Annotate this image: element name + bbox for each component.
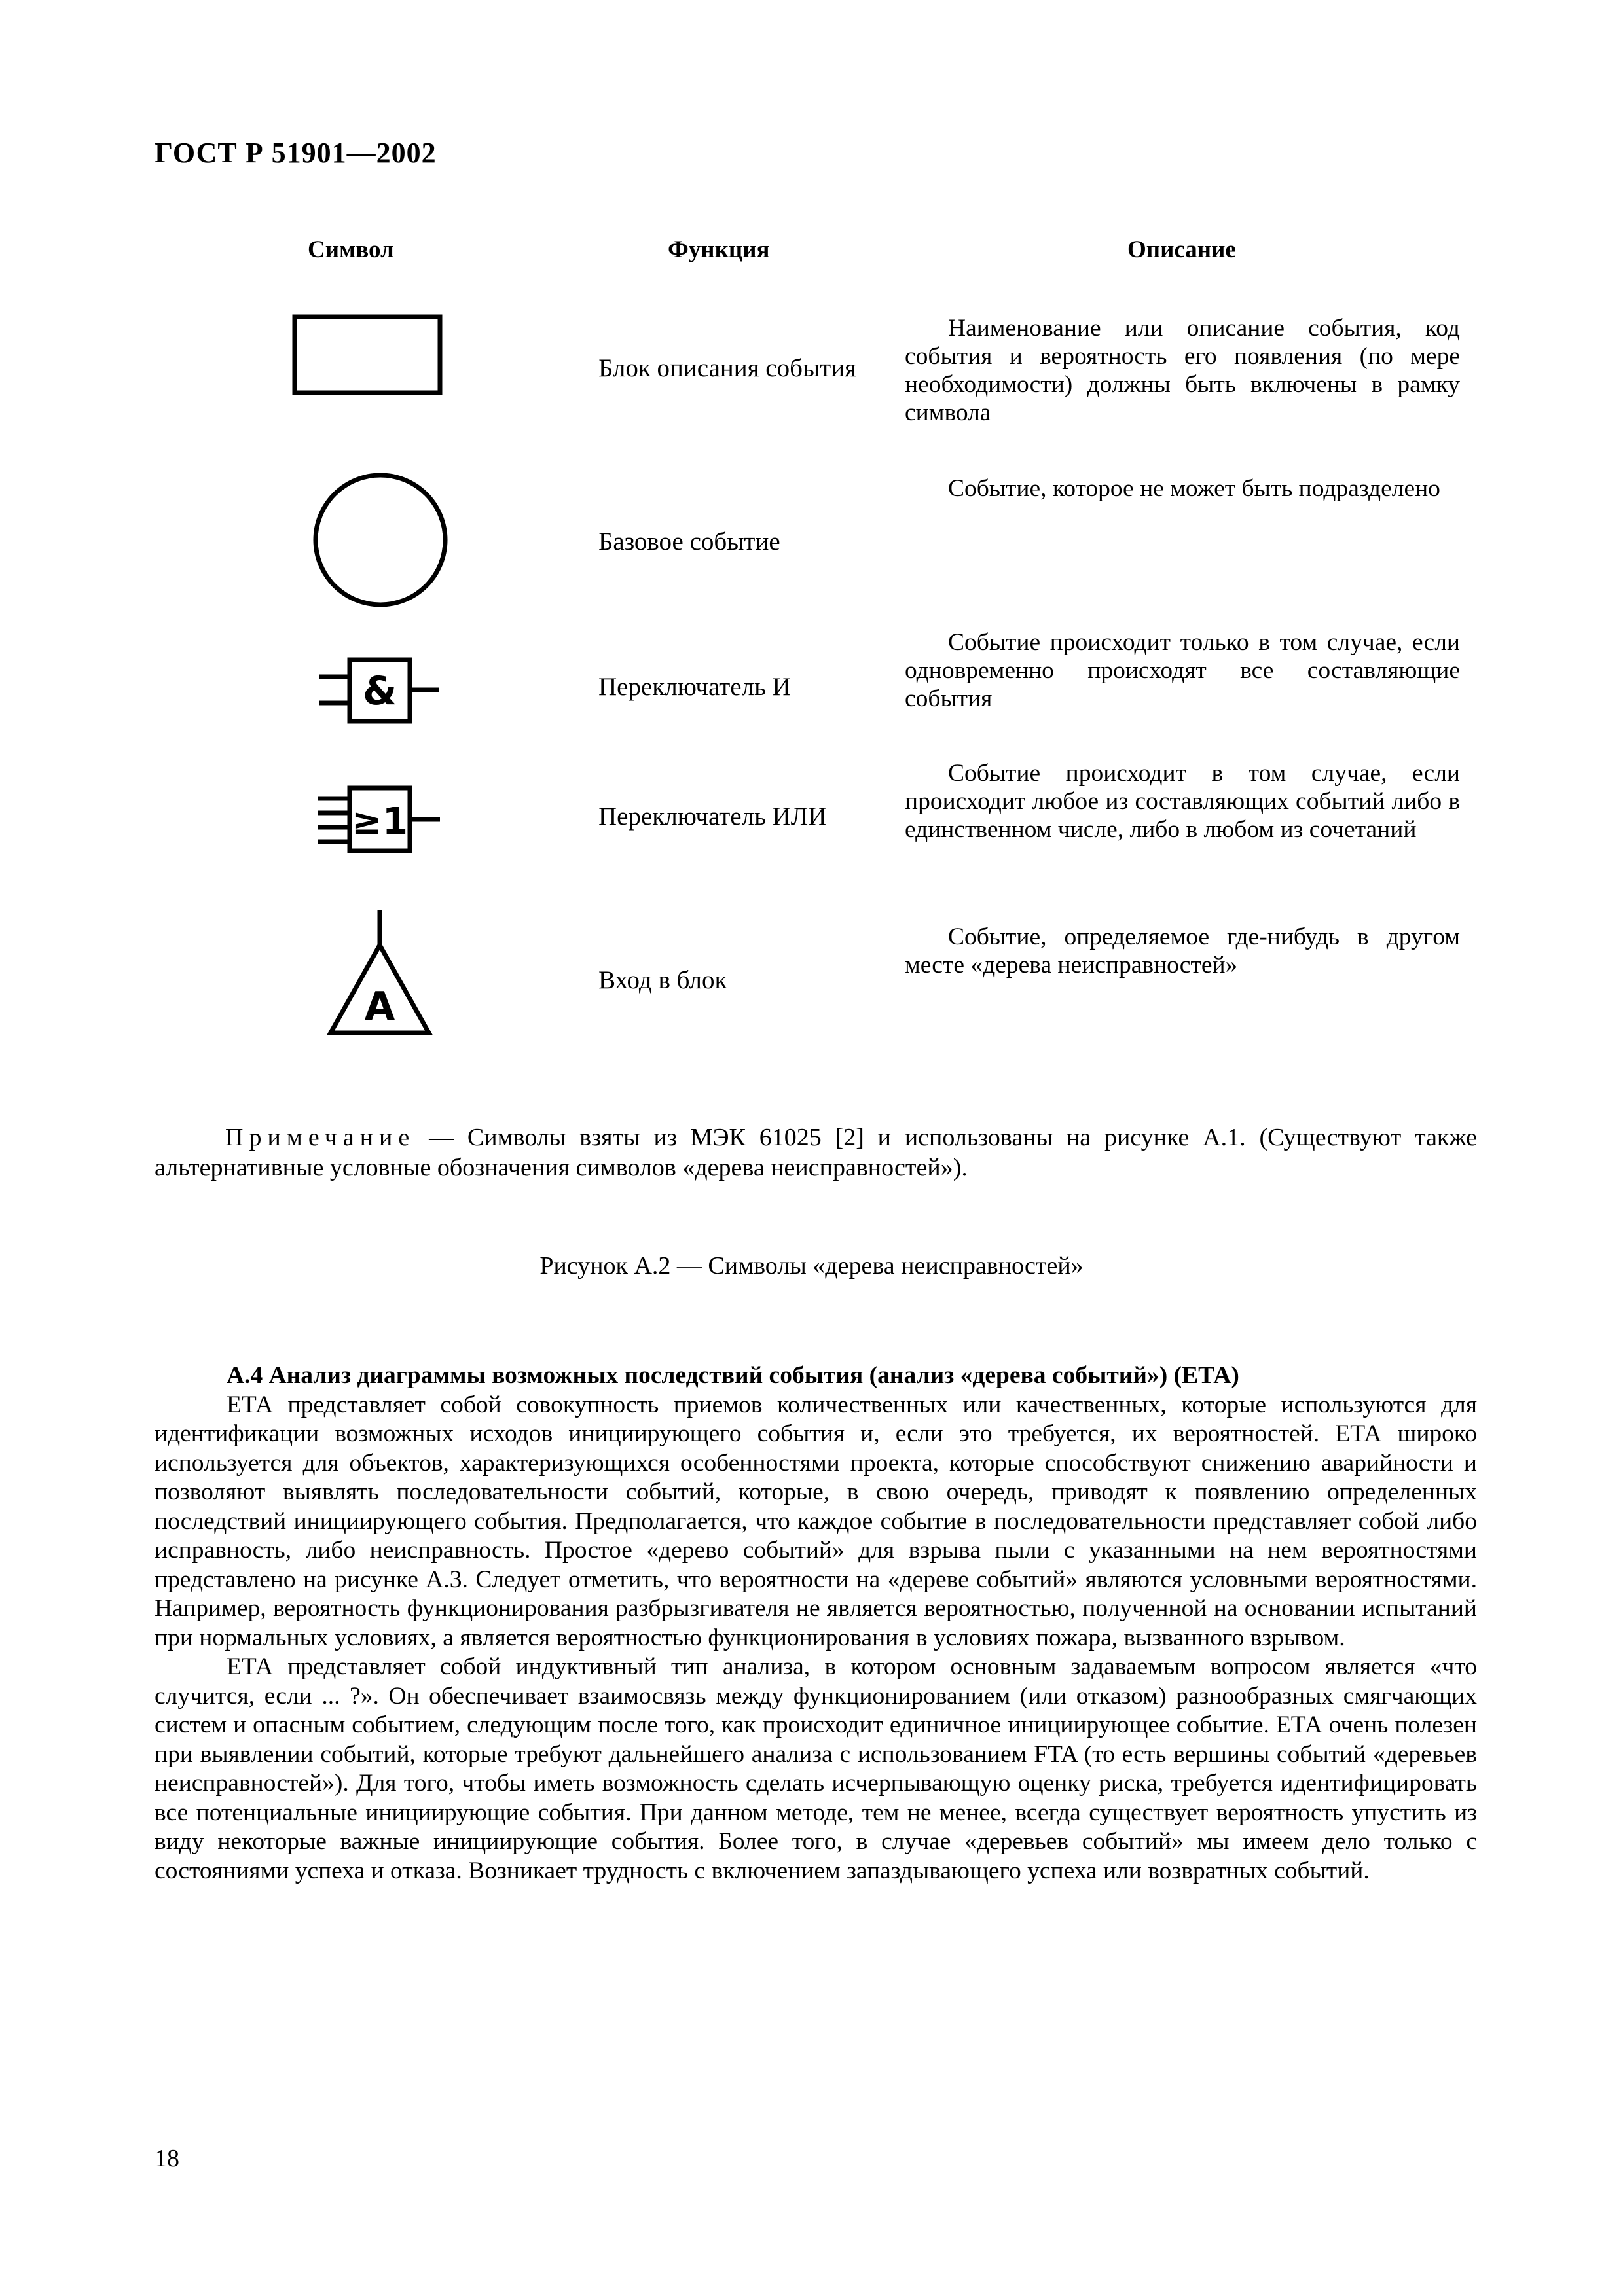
document-header: ГОСТ Р 51901—2002 [155, 137, 437, 169]
function-transfer-in: Вход в блок [598, 966, 727, 994]
figure-note [155, 1122, 1477, 1183]
and-gate-symbol-text: & [362, 668, 397, 714]
description-transfer-in: Событие, определяемое где-нибудь в другом месте «дерева неисправностей» [905, 924, 1460, 978]
note-label: Примечание [225, 1124, 416, 1151]
page-number: 18 [155, 2145, 179, 2172]
column-header-symbol: Символ [308, 236, 394, 263]
or-gate-icon [313, 784, 444, 856]
function-basic-event: Базовое событие [598, 528, 780, 556]
transfer-symbol-text: A [364, 984, 395, 1030]
description-or-gate: Событие происходит в том случае, если происходит любое из составляющих событий либо в единственном числе, либо в любом из сочетаний [905, 760, 1460, 843]
and-gate-icon [313, 655, 444, 726]
function-and-gate: Переключатель И [598, 673, 791, 701]
section-paragraph: ЕТА представляет собой индуктивный тип анализа, в котором основным задаваемым вопросом является «что случится, если ... ?». Он обеспечивает взаимосвязь между функционированием (или отказом) разнообразных смягчающих систем и опасным событием, следующим после того, как происходит единичное инициирующее событие. ЕТА очень полезен при выявлении событий, которые требуют дальнейшего анализа с использованием FTA (то есть вершины событий «деревьев неисправностей»). Для того, чтобы иметь возможность сделать исчерпывающую оценку риска, требуется идентифицировать все потенциальные инициирующие события. При данном методе, тем не менее, всегда существует вероятность упустить из виду некоторые важные инициирующие события. Более того, в случае «деревьев событий» мы имеем дело только с состояниями успеха и отказа. Возникает трудность с включением запаздывающего успеха или возвратных событий. [155, 1653, 1477, 1884]
section-a4 [155, 1361, 1477, 1886]
or-gate-symbol-text: ≥1 [352, 800, 408, 843]
column-header-function: Функция [668, 236, 770, 263]
description-and-gate: Событие происходит только в том случае, если одновременно происходят все составляющие события [905, 629, 1460, 712]
figure-caption: Рисунок А.2 — Символы «дерева неисправностей» [539, 1252, 1084, 1280]
function-or-gate: Переключатель ИЛИ [598, 802, 827, 831]
section-paragraph: ЕТА представляет собой совокупность приемов количественных или качественных, которые используются для идентификации возможных исходов инициирующего события и, если это требуется, их вероятностей. ЕТА широко используется для объектов, характеризующихся особенностями проекта, которые способствуют снижению аварийности и позволяют выявлять последовательности событий, которые, в свою очередь, приводят к появлению определенных последствий инициирующего события. Предполагается, что каждое событие в последовательности представляет собой либо исправность, либо неисправность. Простое «дерево событий» для взрыва пыли с указанными на нем вероятностями представлено на рисунке А.3. Следует отметить, что вероятности на «дереве событий» являются условными вероятностями. Например, вероятность функционирования разбрызгивателя не является вероятностью, полученной на основании испытаний при нормальных условиях, а является вероятностью функционирования в условиях пожара, вызванного взрывом. [155, 1391, 1477, 1651]
note-text: — Символы взяты из МЭК 61025 [2] и использованы на рисунке А.1. (Существуют также альтернативные условные обозначения символов «дерева неисправностей»). [155, 1124, 1478, 1181]
rectangle-icon [292, 314, 443, 395]
function-event-block: Блок описания события [598, 354, 857, 382]
section-title: А.4 Анализ диаграммы возможных последствий события (анализ «дерева событий») (ЕТА) [227, 1362, 1239, 1389]
circle-icon [312, 471, 449, 609]
transfer-in-triangle-icon [324, 908, 435, 1039]
column-header-description: Описание [1127, 236, 1236, 263]
description-basic-event: Событие, которое не может быть подразделено [948, 475, 1440, 502]
description-event-block: Наименование или описание события, код события и вероятность его появления (по мере необходимости) должны быть включены в рамку символа [905, 315, 1460, 426]
